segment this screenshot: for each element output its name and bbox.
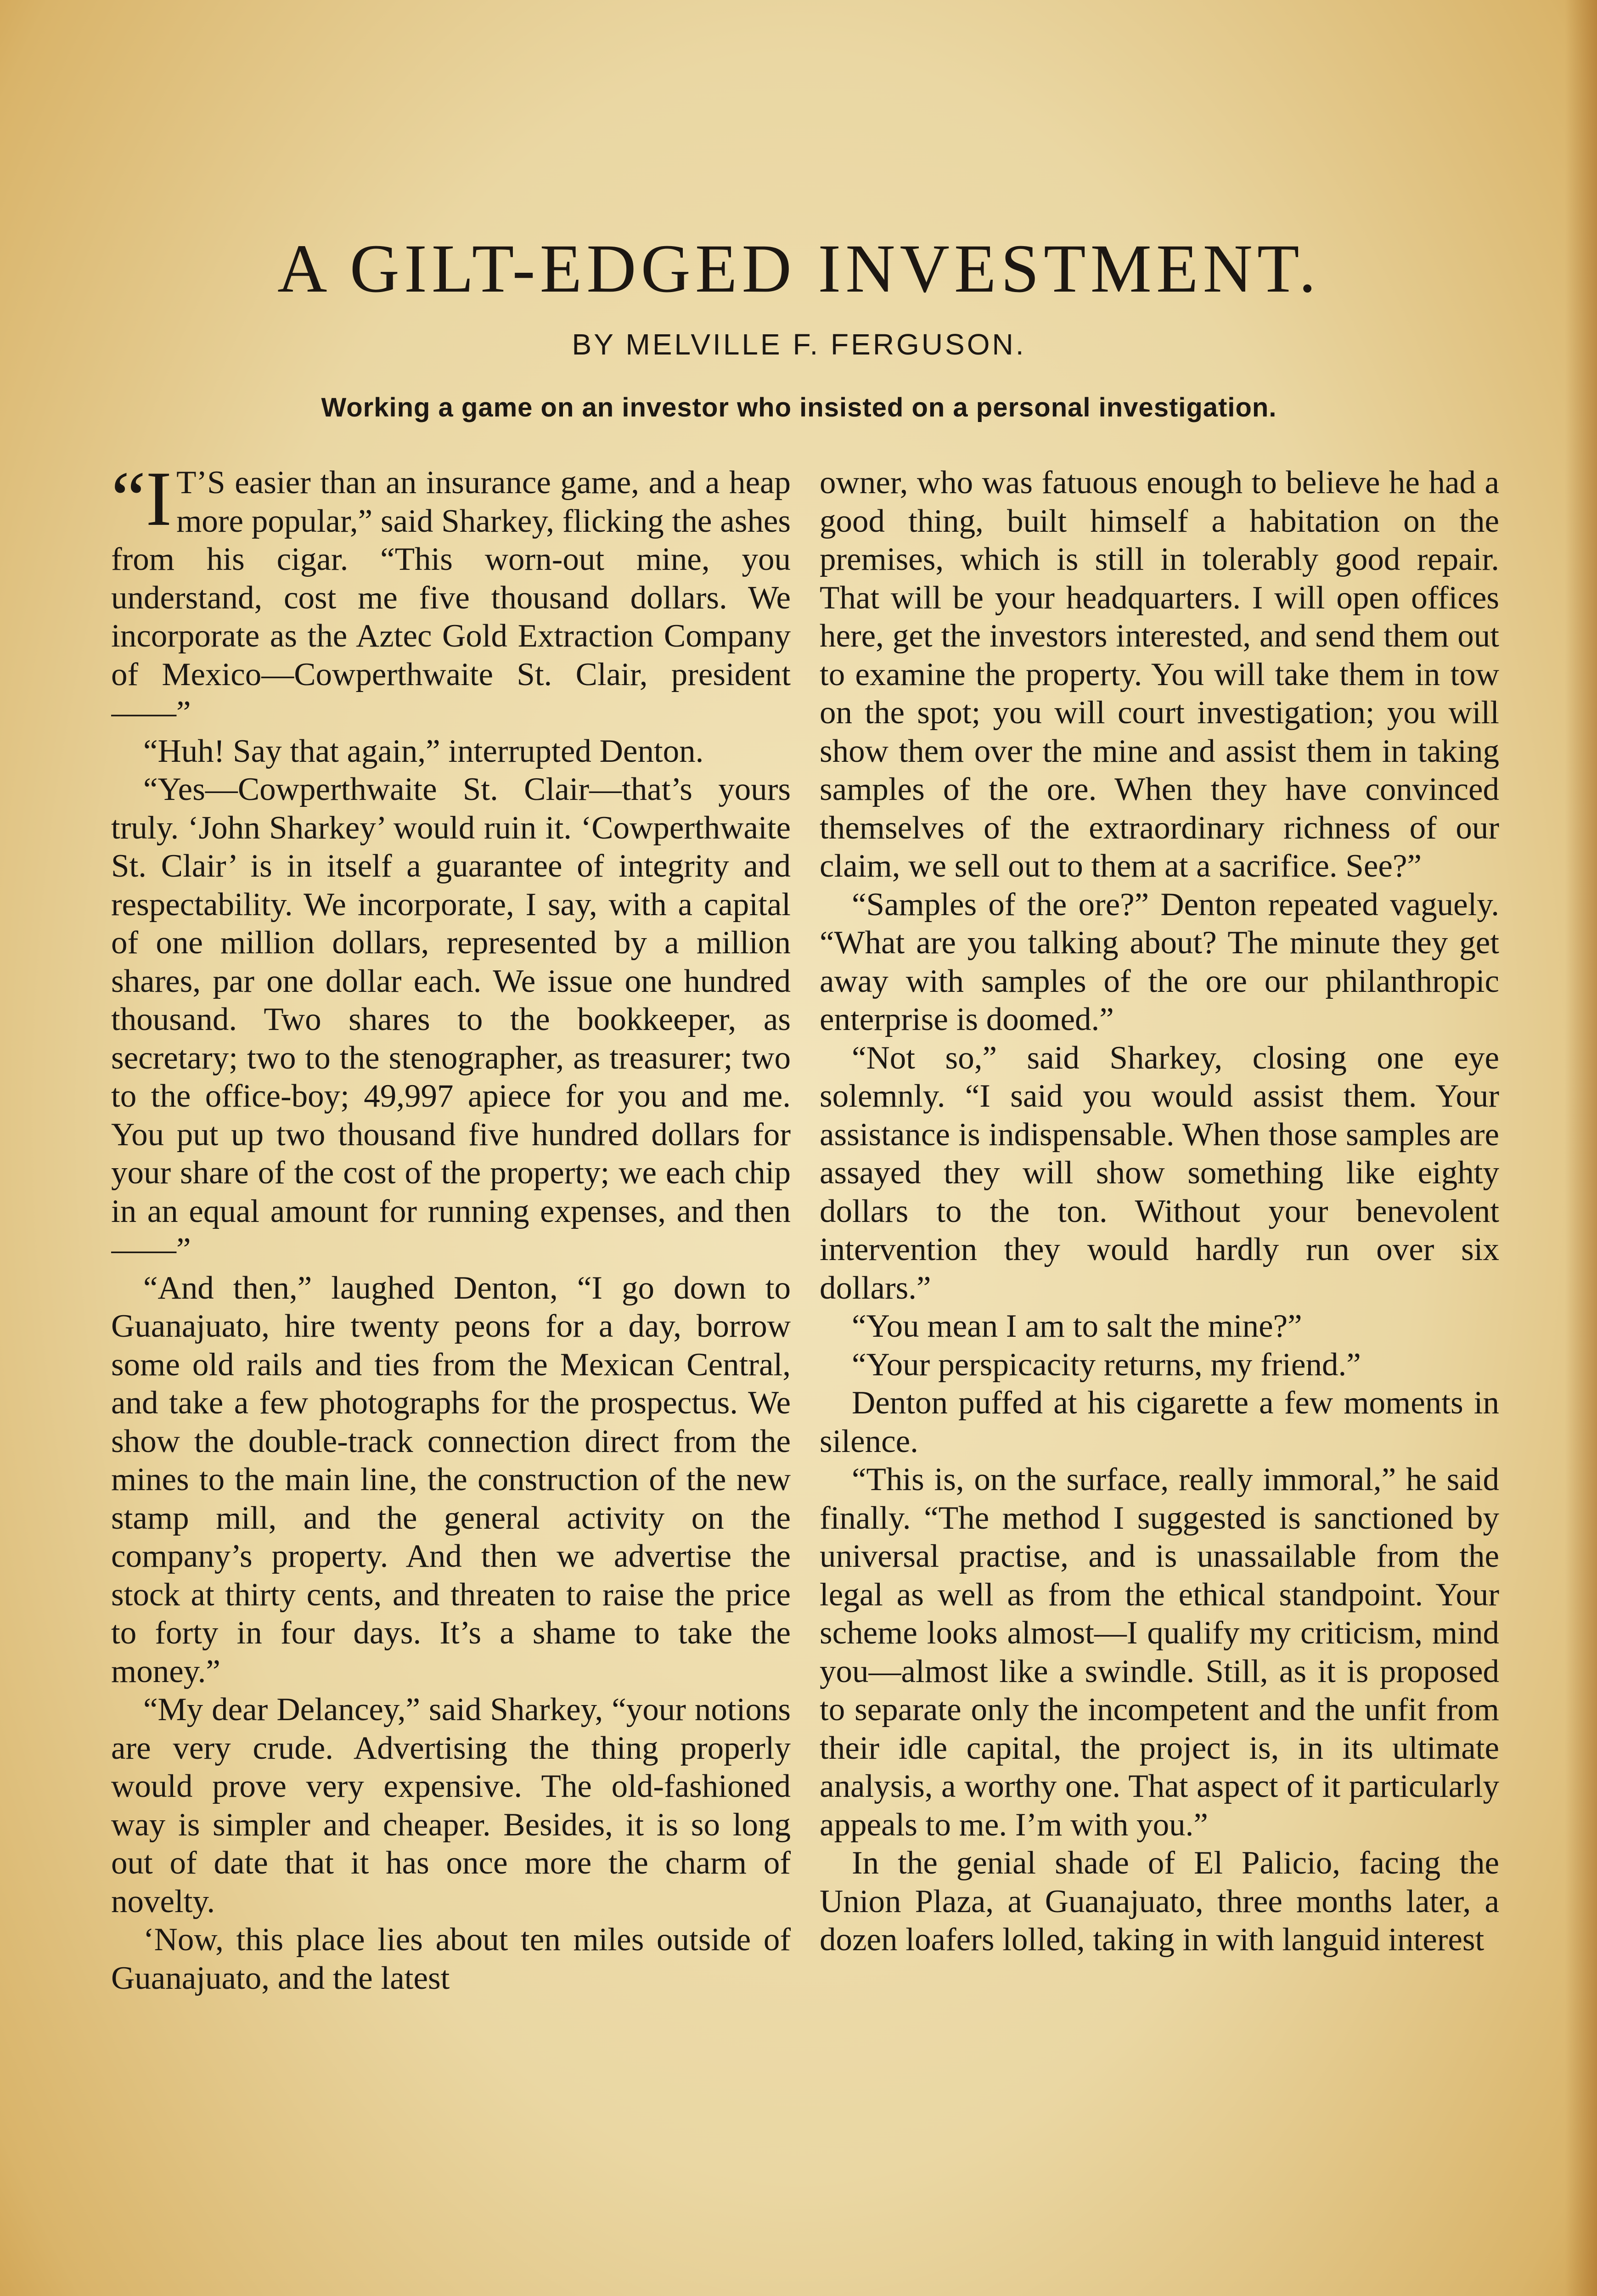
article-title: A GILT-EDGED INVESTMENT. <box>277 231 1321 307</box>
drop-cap: “I <box>111 464 172 542</box>
paragraph <box>111 464 791 732</box>
paragraph: ‘Now, this place lies about ten miles outside of Guanajuato, and the latest <box>111 1922 791 1996</box>
paragraph: “My dear Delancey,” said Sharkey, “your notions are very crude. Advertising the thing properly would prove very expensive. The old-fashioned way is simpler and cheaper. Besides, it is so long out of date that it has once more the charm of novelty. <box>111 1692 791 1919</box>
paragraph: “You mean I am to salt the mine?” <box>852 1308 1302 1344</box>
article-byline: BY MELVILLE F. FERGUSON. <box>572 328 1026 361</box>
paragraph: “This is, on the surface, really immoral,” he said finally. “The method I suggested is sanctioned by universal practise, and is unassailable from the legal as well as from the ethical standpoint. Your scheme looks almost—I qualify my criticism, mind you—almost like a swindle. Still, as it is proposed to separate only the incompetent and the unfit from their idle capital, the project is, in its ultimate analysis, a worthy one. That aspect of it particularly appeals to me. I’m with you.” <box>820 1462 1499 1843</box>
paragraph: Denton puffed at his cigarette a few moments in silence. <box>820 1385 1499 1459</box>
paragraph-text: T’S easier than an insurance game, and a heap more popular,” said Sharkey, flicking the ashes from his cigar. “This worn-out mine, you understand, cost me five thousand dollars. We incorporate as the Aztec Gold Extraction Company of Mexico—Cowperthwaite St. Clair, president——” <box>111 465 791 731</box>
paragraph: “Not so,” said Sharkey, closing one eye solemnly. “I said you would assist them. Your assistance is indispensable. When those samples are assayed they will show something like eighty dollars to the ton. Without your benevolent intervention they would hardly run over six dollars.” <box>820 1040 1499 1306</box>
paragraph: “Yes—Cowperthwaite St. Clair—that’s yours truly. ‘John Sharkey’ would ruin it. ‘Cowperthwaite St. Clair’ is in itself a guarantee of integrity and respectability. We incorporate, I say, with a capital of one million dollars, represented by a million shares, par one dollar each. We issue one hundred thousand. Two shares to the bookkeeper, as secretary; two to the stenographer, as treasurer; two to the office-boy; 49,997 apiece for you and me. You put up two thousand five hundred dollars for your share of the cost of the property; we each chip in an equal amount for running expenses, and then——” <box>111 771 791 1267</box>
article-subtitle: Working a game on an investor who insisted on a personal investigation. <box>321 393 1277 422</box>
paragraph: owner, who was fatuous enough to believe he had a good thing, built himself a habitation on the premises, which is still in tolerably good repair. That will be your headquarters. I will open offices here, get the investors interested, and send them out to examine the property. You will take them in tow on the spot; you will court investigation; you will show them over the mine and assist them in taking samples of the ore. When they have convinced themselves of the extraordinary richness of our claim, we sell out to them at a sacrifice. See?” <box>820 465 1499 884</box>
paragraph: “Huh! Say that again,” interrupted Denton. <box>143 733 704 769</box>
page-edge-shading <box>1565 0 1597 2296</box>
paragraph: “Your perspicacity returns, my friend.” <box>852 1346 1361 1383</box>
paragraph: “And then,” laughed Denton, “I go down to Guanajuato, hire twenty peons for a day, borrow some old rails and ties from the Mexican Central, and take a few photographs for the prospectus. We show the double-track connection direct from the mines to the main line, the construction of the new stamp mill, and the general activity on the company’s property. And then we advertise the stock at thirty cents, and threaten to raise the price to forty in four days. It’s a shame to take the money.” <box>111 1270 791 1689</box>
paragraph: “Samples of the ore?” Denton repeated vaguely. “What are you talking about? The minute they get away with samples of the ore our philanthropic enterprise is doomed.” <box>820 886 1499 1037</box>
text-column-left <box>111 464 791 2296</box>
text-column-right <box>820 464 1499 2296</box>
paragraph: In the genial shade of El Palicio, facing the Union Plaza, at Guanajuato, three months later, a dozen loafers lolled, taking in with languid interest <box>820 1845 1499 1958</box>
